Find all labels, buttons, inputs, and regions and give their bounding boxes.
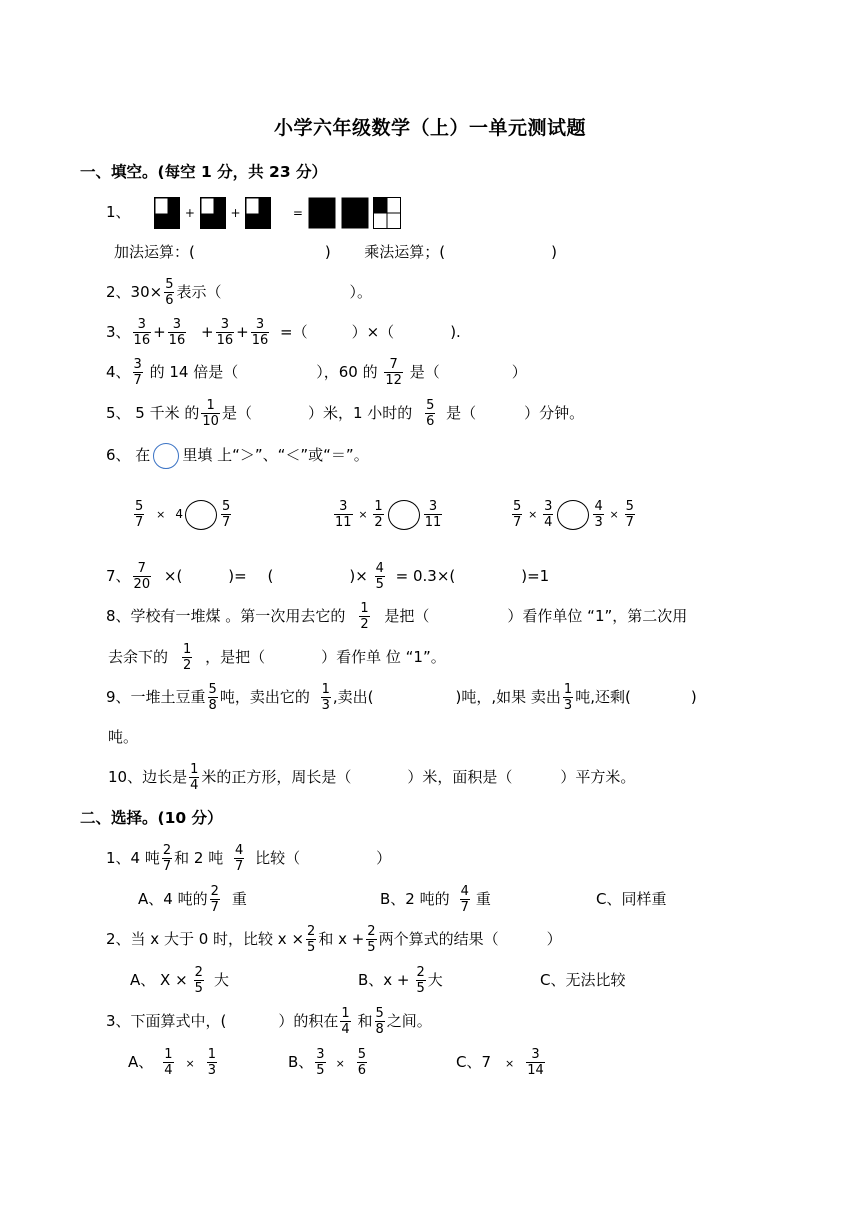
fraction: $\frac{2}{7}$ [210, 884, 219, 915]
q8-text: ）看作单位 “1”，第二次用 [507, 607, 688, 625]
fraction: $\frac{2}{5}$ [307, 924, 316, 955]
plus-sign: + [153, 323, 166, 341]
page-title: 小学六年级数学（上）一单元测试题 [273, 117, 586, 139]
option-label: B、 [288, 1053, 314, 1071]
plus-sign: + [201, 323, 214, 341]
option-text: 大 [427, 971, 443, 989]
fraction: $\frac{1}{2}$ [183, 642, 192, 673]
fraction: $\frac{4}{3}$ [594, 499, 603, 530]
answer-circle[interactable] [388, 500, 420, 530]
q9-text: ,卖出( [332, 688, 374, 706]
option-text: 重 [475, 890, 491, 908]
fraction: $\frac{4}{7}$ [235, 843, 244, 874]
comparison-circle-icon [153, 443, 179, 469]
fraction: $\frac{5}{7}$ [221, 499, 231, 530]
times-sign: × [358, 508, 368, 521]
fraction: $\frac{7}{20}$ [133, 561, 151, 592]
fraction-square-3-4-icon [245, 197, 271, 229]
answer-circle[interactable] [185, 500, 217, 530]
q4-text: 的 14 倍是（ [149, 363, 239, 381]
fraction: $\frac{3}{14}$ [527, 1047, 544, 1078]
q1-answer-row [114, 242, 557, 262]
q3-text: ). [450, 323, 461, 341]
fraction: $\frac{3}{16}$ [216, 317, 234, 348]
fraction: $\frac{4}{5}$ [375, 561, 384, 592]
option-label: A、 [128, 1053, 154, 1071]
fraction: $\frac{1}{4}$ [190, 762, 199, 793]
s2-q1-row [106, 838, 391, 878]
q10-text: 米的正方形，周长是（ [201, 768, 352, 786]
number: 4 [175, 507, 183, 521]
s2-q3-text: 之间。 [386, 1012, 432, 1030]
times-sign: × [156, 508, 166, 521]
q6-comparison-3 [510, 494, 637, 534]
q6-text: 里填 上“＞”、“＜”或“＝”。 [182, 446, 369, 464]
paren-close: ) [324, 243, 331, 261]
q6-comparison-2 [332, 494, 444, 534]
q5-row [106, 393, 584, 433]
q4-row [106, 352, 527, 392]
fraction: $\frac{7}{12}$ [385, 357, 402, 388]
full-square-icon [308, 197, 336, 229]
q9-text: 吨,还剩( [575, 688, 631, 706]
option-label: C、同样重 [596, 890, 667, 908]
s2-q3-text: 3、下面算式中，( [106, 1012, 227, 1030]
s2-q3-text: 和 [357, 1012, 373, 1030]
q1-mul-label: 乘法运算；( [364, 243, 446, 261]
fraction: $\frac{1}{4}$ [164, 1047, 173, 1078]
option-label: B、2 吨的 [380, 890, 450, 908]
s2-q3-text: ）的积在 [278, 1012, 339, 1030]
option-label: B、x + [358, 971, 410, 989]
s2-q2-option-b[interactable] [358, 960, 443, 1000]
fraction: $\frac{5}{8}$ [208, 682, 217, 713]
s2-q1-option-a[interactable] [138, 879, 247, 919]
s2-q2-row [106, 919, 562, 959]
q9-text: 吨。 [108, 728, 139, 746]
plus-sign: + [230, 206, 241, 220]
option-label: C、无法比较 [540, 971, 626, 989]
q1-number: 1、 [106, 203, 131, 221]
fraction: $\frac{2}{5}$ [367, 924, 376, 955]
q8-text: 去余下的 [108, 648, 169, 666]
s2-q3-option-b[interactable] [288, 1042, 369, 1082]
q6-text: 6、 在 [106, 446, 151, 464]
times-sign: × [609, 508, 619, 521]
q5-text: 是（ [221, 404, 252, 422]
q7-text: ( [267, 567, 274, 585]
fraction: $\frac{3}{16}$ [168, 317, 186, 348]
times-sign: × [505, 1057, 515, 1070]
fraction: $\frac{1}{10}$ [202, 398, 219, 429]
q3-text: ）×（ [351, 323, 395, 341]
q2-text: 表示（ [176, 283, 222, 301]
option-text: 重 [231, 890, 247, 908]
fraction: $\frac{2}{7}$ [162, 843, 172, 874]
s2-q1-text: ） [376, 849, 392, 867]
fraction: $\frac{5}{6}$ [165, 277, 174, 308]
times-sign: × [528, 508, 538, 521]
q10-row [108, 757, 635, 797]
q4-number: 4、 [106, 363, 131, 381]
q8-row-2 [108, 637, 446, 677]
q2-row [106, 272, 372, 312]
times-sign: × [185, 1057, 195, 1070]
fraction: $\frac{5}{7}$ [135, 499, 144, 530]
s2-q2-option-a[interactable] [130, 960, 229, 1000]
q7-text: ×( [163, 567, 183, 585]
fraction-square-3-4-icon [200, 197, 226, 229]
paren-close: ) [551, 243, 557, 261]
q2-text: ）。 [349, 283, 373, 301]
q9-text: ) [690, 688, 697, 706]
q5-text: 是（ [446, 404, 477, 422]
s2-q3-option-c[interactable] [456, 1042, 547, 1082]
fraction: $\frac{3}{4}$ [544, 499, 553, 530]
fraction: $\frac{5}{7}$ [625, 499, 634, 530]
q7-text: )× [349, 567, 368, 585]
q8-row-1 [106, 596, 687, 636]
q4-text: ） [511, 363, 527, 381]
q4-text: 是（ [409, 363, 440, 381]
q7-row [106, 556, 549, 596]
s2-q2-text: 2、当 x 大于 0 时，比较 x × [106, 930, 305, 948]
q7-text: )=1 [521, 567, 550, 585]
fraction: $\frac{2}{5}$ [416, 965, 425, 996]
plus-sign: + [184, 206, 195, 220]
fraction-square-1-4-icon [373, 197, 401, 229]
q5-text: 5、 5 千米 的 [106, 404, 200, 422]
fraction: $\frac{2}{5}$ [194, 965, 203, 996]
q10-text: 10、边长是 [108, 768, 188, 786]
q4-text: ），60 的 [316, 363, 378, 381]
s2-q2-option-c[interactable] [540, 960, 625, 1000]
s2-q1-option-c[interactable] [596, 879, 666, 919]
fraction: $\frac{1}{3}$ [321, 682, 330, 713]
s2-q3-option-a[interactable] [128, 1042, 219, 1082]
fraction: $\frac{3}{11}$ [424, 499, 442, 530]
fraction: $\frac{3}{16}$ [133, 317, 151, 348]
full-square-icon [341, 197, 369, 229]
fraction: $\frac{1}{3}$ [563, 682, 573, 713]
section-2-heading: 二、选择。(10 分） [80, 809, 223, 827]
q8-text: ，是把（ [205, 648, 266, 666]
q1-row [106, 196, 401, 228]
fraction: $\frac{4}{7}$ [460, 884, 469, 915]
q9-text: 吨，卖出它的 [219, 688, 310, 706]
q7-text: )= [228, 567, 247, 585]
q3-number: 3、 [106, 323, 131, 341]
s2-q1-text: 比较（ [255, 849, 301, 867]
q8-text: 是把（ [384, 607, 430, 625]
fraction: $\frac{5}{6}$ [357, 1047, 367, 1078]
q2-text: 2、30× [106, 283, 163, 301]
q1-sum-label: 加法运算：( [114, 243, 195, 261]
q7-text: = 0.3×( [395, 567, 456, 585]
s2-q2-text: 两个算式的结果（ [378, 930, 499, 948]
q3-text: =（ [280, 323, 308, 341]
q7-number: 7、 [106, 567, 131, 585]
q8-text: 8、学校有一堆煤 。第一次用去它的 [106, 607, 346, 625]
fraction: $\frac{1}{4}$ [341, 1006, 350, 1037]
s2-q1-option-b[interactable] [380, 879, 491, 919]
fraction: $\frac{5}{6}$ [426, 398, 435, 429]
q6-comparison-1 [132, 494, 233, 534]
s2-q3-row [106, 1001, 432, 1041]
s2-q1-text: 1、4 吨 [106, 849, 160, 867]
q9-text: )吨，,如果 卖出 [455, 688, 561, 706]
fraction: $\frac{3}{7}$ [133, 357, 142, 388]
fraction: $\frac{1}{2}$ [374, 499, 383, 530]
q5-text: ）米，1 小时的 [307, 404, 413, 422]
times-sign: × [335, 1057, 345, 1070]
option-text: 大 [213, 971, 229, 989]
option-label: A、4 吨的 [138, 890, 208, 908]
q9-row-1 [106, 677, 697, 717]
s2-q2-text: 和 x + [318, 930, 365, 948]
option-label: C、7 [456, 1053, 492, 1071]
fraction: $\frac{5}{7}$ [513, 499, 522, 530]
fraction: $\frac{3}{11}$ [335, 499, 352, 530]
q6-row [106, 440, 369, 470]
fraction: $\frac{3}{16}$ [251, 317, 269, 348]
equals-sign: = [292, 206, 303, 220]
q10-text: ）平方米。 [560, 768, 636, 786]
fraction: $\frac{1}{2}$ [360, 601, 369, 632]
answer-circle[interactable] [557, 500, 589, 530]
q3-row [106, 312, 461, 352]
s2-q2-text: ） [546, 930, 562, 948]
q8-text: ）看作单 位 “1”。 [321, 648, 446, 666]
s2-q1-text: 和 2 吨 [174, 849, 224, 867]
fraction-square-3-4-icon [154, 197, 180, 229]
fraction: $\frac{5}{8}$ [375, 1006, 384, 1037]
section-1-heading: 一、填空。(每空 1 分，共 23 分） [80, 163, 328, 181]
q9-row-2 [108, 727, 138, 747]
fraction: $\frac{1}{3}$ [207, 1047, 217, 1078]
option-label: A、 X × [130, 971, 188, 989]
fraction: $\frac{3}{5}$ [316, 1047, 325, 1078]
q5-text: ）分钟。 [524, 404, 585, 422]
q9-text: 9、一堆土豆重 [106, 688, 206, 706]
q10-text: ）米，面积是（ [407, 768, 513, 786]
plus-sign: + [236, 323, 249, 341]
